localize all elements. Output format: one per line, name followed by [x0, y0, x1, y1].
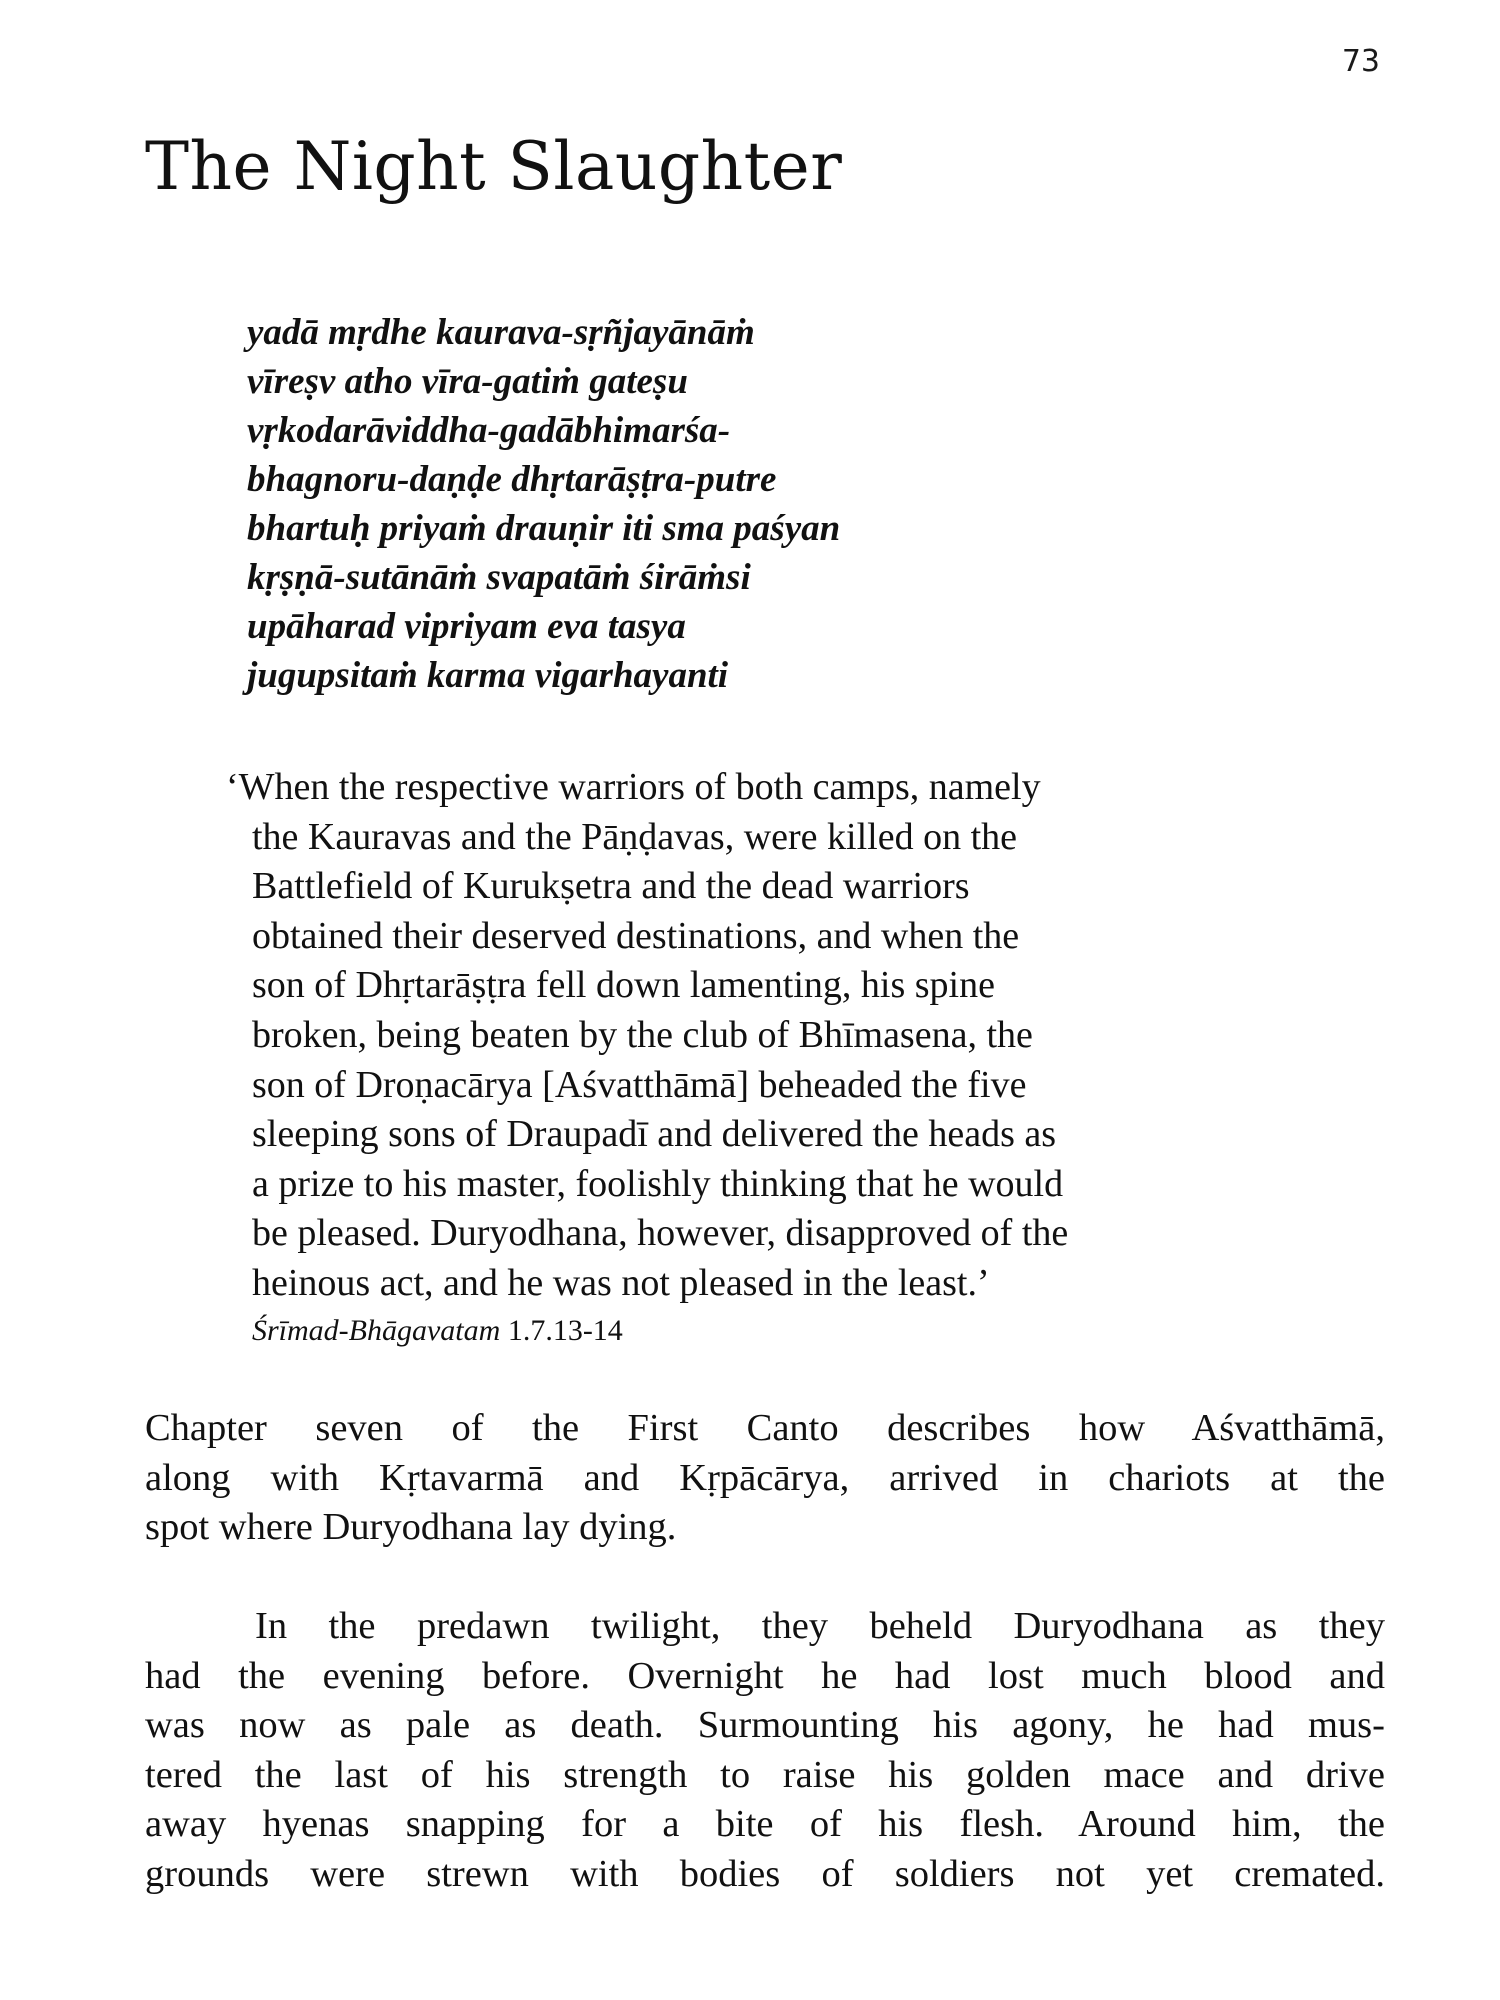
translation-line: son of Droṇacārya [Aśvatthāmā] beheaded the five	[252, 1063, 1027, 1106]
translation-line: Battlefield of Kurukṣetra and the dead warriors	[252, 865, 970, 908]
translation-line: a prize to his master, foolishly thinking that he would	[252, 1162, 1064, 1205]
verse-citation	[226, 1311, 1346, 1351]
translation-line: be pleased. Duryodhana, however, disapproved of the	[252, 1212, 1069, 1255]
translation-line: heinous act, and he was not pleased in the least.’	[252, 1261, 990, 1304]
verse-line: bhagnoru-daṇḍe dhṛtarāṣṭra-putre	[247, 459, 777, 500]
page-number: 73	[1341, 44, 1380, 79]
translation-line: broken, being beaten by the club of Bhīmasena, the	[252, 1013, 1033, 1056]
sanskrit-verse	[247, 308, 840, 700]
paragraph-line: along with Kṛtavarmā and Kṛpācārya, arrived in chariots at the	[145, 1456, 1385, 1499]
verse-line: jugupsitaṁ karma vigarhayanti	[247, 655, 729, 696]
body-paragraph	[145, 1404, 1385, 1553]
paragraph-line: was now as pale as death. Surmounting his agony, he had mus-	[145, 1704, 1385, 1746]
paragraph-line: In the predawn twilight, they beheld Duryodhana as they	[255, 1605, 1385, 1647]
translation-line: the Kauravas and the Pāṇḍavas, were killed on the	[252, 815, 1018, 858]
translation-line: ‘When the respective warriors of both camps, namely	[226, 766, 1041, 808]
translation-line: son of Dhṛtarāṣṭra fell down lamenting, his spine	[252, 964, 995, 1007]
verse-line: upāharad vipriyam eva tasya	[247, 606, 686, 647]
paragraph-line: tered the last of his strength to raise his golden mace and drive	[145, 1753, 1385, 1796]
verse-line: vṛkodarāviddha-gadābhimarśa-	[247, 410, 731, 451]
paragraph-line: spot where Duryodhana lay dying.	[145, 1506, 677, 1548]
verse-line: kṛṣṇā-sutānāṁ svapatāṁ śirāṁsi	[247, 557, 751, 598]
verse-line: bhartuḥ priyaṁ drauṇir iti sma paśyan	[247, 508, 841, 549]
verse-translation	[226, 763, 1346, 1351]
verse-line: yadā mṛdhe kaurava-sṛñjayānāṁ	[247, 312, 755, 353]
chapter-title: The Night Slaughter	[145, 128, 843, 205]
paragraph-line: grounds were strewn with bodies of soldiers not yet cremated.	[145, 1852, 1385, 1895]
citation-reference: 1.7.13-14	[507, 1313, 623, 1347]
paragraph-line: away hyenas snapping for a bite of his flesh. Around him, the	[145, 1803, 1385, 1845]
body-paragraph	[145, 1602, 1385, 1899]
paragraph-line: had the evening before. Overnight he had lost much blood and	[145, 1654, 1385, 1697]
translation-line: obtained their deserved destinations, and when the	[252, 914, 1020, 957]
paragraph-line: Chapter seven of the First Canto describes how Aśvatthāmā,	[145, 1407, 1385, 1449]
verse-line: vīreṣv atho vīra-gatiṁ gateṣu	[247, 361, 688, 402]
translation-line: sleeping sons of Draupadī and delivered the heads as	[252, 1113, 1057, 1156]
citation-title: Śrīmad-Bhāgavatam	[252, 1313, 501, 1347]
